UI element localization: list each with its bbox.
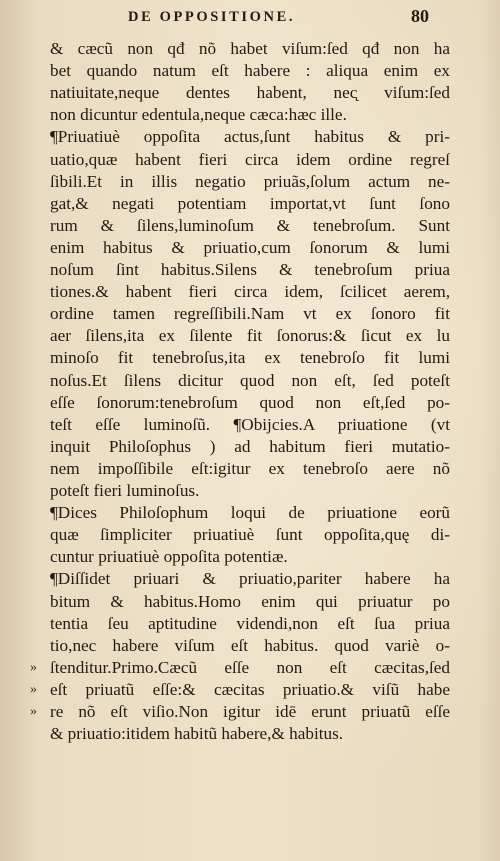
text-line: minoſo fit tenebroſus,ita ex tenebroſo fit lumi	[50, 348, 450, 367]
text-line: & priuatio:itidem habitũ habere,& habitus.	[50, 724, 344, 743]
margin-quote-mark: »	[30, 660, 37, 675]
text-line: eſt priuatũ eſſe:& cæcitas priuatio.& viſũ habe	[50, 680, 450, 699]
text-line: poteſt fieri luminoſus.	[50, 481, 200, 500]
text-line: ¶Diſſidet priuari & priuatio,pariter habere ha	[50, 569, 450, 588]
text-line: ſibili.Et in illis negatio priuãs,ſolum actum ne-	[50, 172, 450, 191]
text-line: tentia ſeu aptitudine videndi,non eſt ſua priua	[50, 614, 450, 633]
margin-quote-mark: »	[30, 704, 37, 719]
text-line: re nõ eſt viſio.Non igitur idē erunt priuatũ eſſe	[50, 702, 450, 721]
text-line: ſtenditur.Primo.Cæcũ eſſe non eſt cæcitas,ſed	[50, 658, 450, 677]
margin-quote-mark: »	[30, 682, 37, 697]
text-line: bet quando natum eſt habere : aliqua enim ex	[50, 61, 450, 80]
text-line: non dicuntur edentula,neque cæca:hæc ille.	[50, 105, 347, 124]
text-line: tio,nec habere viſum eſt habitus. quod variè o-	[50, 636, 450, 655]
text-line: natiuitate,neque dentes habent, nec̨ viſum:ſed	[50, 83, 450, 102]
text-line: cuntur priuatiuè oppoſita potentiæ.	[50, 547, 288, 566]
text-line: nem impoſſibile eſt:igitur ex tenebroſo aere nõ	[50, 459, 450, 478]
text-line: ¶Dices Philoſophum loqui de priuatione eorũ	[50, 503, 450, 522]
text-line: teſt eſſe luminoſũ. ¶Obijcies.A priuatione (vt	[50, 415, 450, 434]
folio-number: 80	[411, 6, 429, 26]
text-line: gat,& negati potentiam importat,vt ſunt ſono	[50, 194, 450, 213]
text-line: ¶Priuatiuè oppoſita actus,ſunt habitus & pri-	[50, 127, 450, 146]
text-line: inquit Philoſophus ) ad habitum fieri mutatio-	[50, 437, 450, 456]
text-line: aer ſilens,ita ex ſilente fit ſonorus:& ſicut ex lu	[50, 326, 450, 345]
running-head: DE OPPOSITIONE.	[128, 9, 296, 25]
text-line: eſſe ſonorum:tenebroſum quod non eſt,ſed po-	[50, 393, 450, 412]
text-line: noſus.Et ſilens dicitur quod non eſt, ſed poteſt	[50, 371, 450, 390]
text-line: uatio,quæ habent fieri circa idem ordine regreſ	[50, 150, 450, 169]
text-line: ordine tamen regreſſibili.Nam vt ex ſonoro fit	[50, 304, 450, 323]
text-line: bitum & habitus.Homo enim qui priuatur po	[50, 592, 450, 611]
text-line: tiones.& habent fieri circa idem, ſcilicet aerem,	[50, 282, 450, 301]
text-line: noſum ſint habitus.Silens & tenebroſum priua	[50, 260, 450, 279]
text-line: & cæcũ non qđ nõ habet viſum:ſed qđ non ha	[50, 39, 450, 58]
text-line: rum & ſilens,luminoſum & tenebroſum. Sunt	[50, 216, 450, 235]
page-header	[0, 4, 500, 32]
text-line: enim habitus & priuatio,cum ſonorum & lumi	[50, 238, 450, 257]
text-line: quæ ſimpliciter priuatiuè ſunt oppoſita,quę di-	[50, 525, 450, 544]
